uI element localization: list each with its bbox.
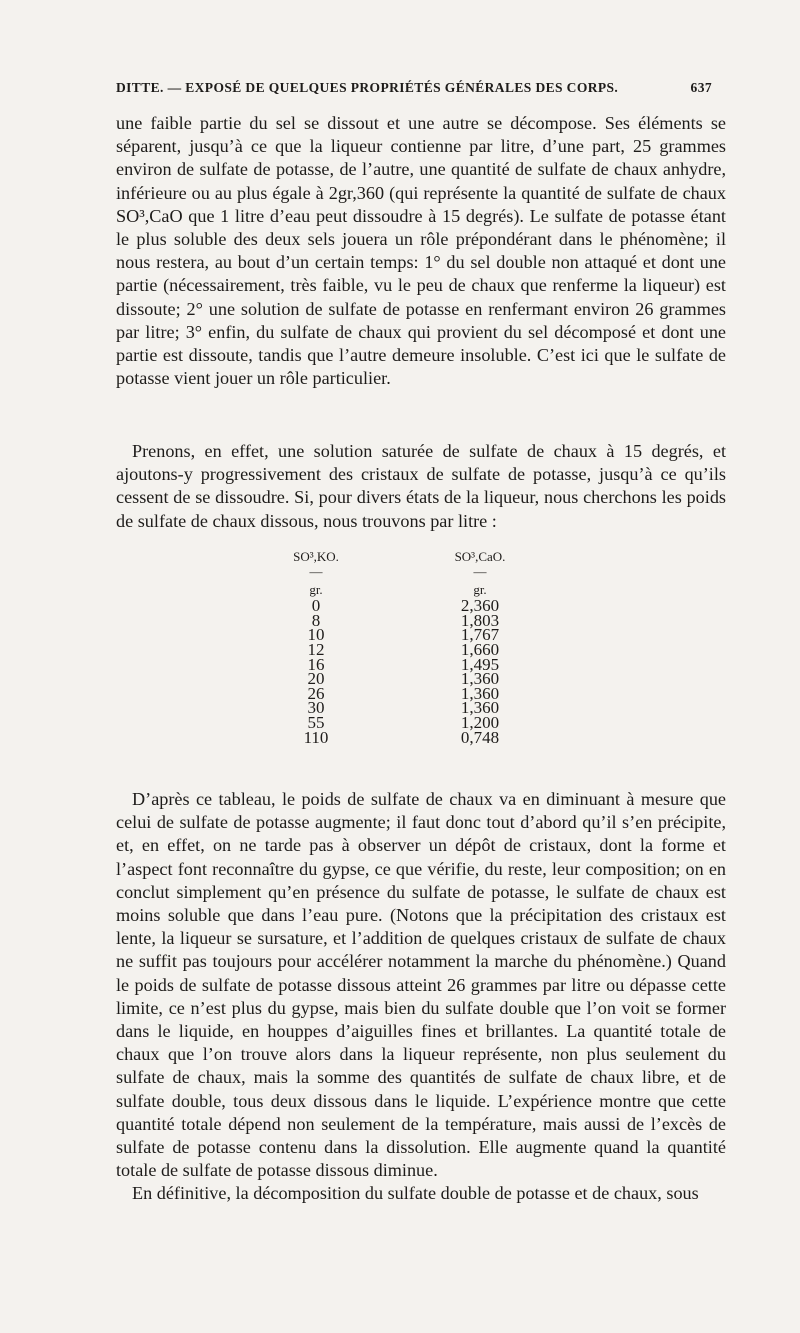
paragraph-3: D’après ce tableau, le poids de sulfate de chaux va en diminuant à mesure que celui de sulfate de potasse augmente; il faut donc tout d’abord qu’il s’en précipite, et, en effet, on ne tarde pas à observer un dépôt de cristaux, dont la forme et l’aspect font reconnaître du gypse, ce que vérifie, du reste, leur composition; on en conclut simplement qu’en présence du sulfate de potasse, le sulfate de chaux est moins soluble que dans l’eau pure. (Notons que la précipitation des cristaux est lente, la liqueur se sursature, et l’addition de quelques cristaux de sulfate de chaux ne suffit pas toujours pour accélérer notamment la marche du phénomène.) Quand le poids de sulfate de potasse dissous atteint 26 grammes par litre ou dépasse cette limite, ce n’est plus du gypse, mais bien du sulfate double que l’on voit se former dans le liquide, en houppes d’aiguilles fines et brillantes. La quantité totale de chaux que l’on trouve alors dans la liqueur représente, non plus seulement du sulfate de chaux, mais la somme des quantités de sulfate de chaux libre, et de sulfate double, tous deux dissous dans le liquide. L’expérience montre que cette quantité totale dépend non seulement de la température, mais aussi de l’excès de sulfate de potasse contenu dans la dissolution. Elle augmente quand la quantité totale de sulfate de potasse dissous diminue. (116, 789, 726, 1181)
paragraph-continuation (116, 112, 726, 390)
table-cell: 1,360 (460, 698, 500, 718)
running-title: DITTE. — EXPOSÉ DE QUELQUES PROPRIÉTÉS GÉNÉRALES DES CORPS. (116, 80, 619, 95)
table-cell: 12 (307, 639, 325, 659)
table-cell: 1,200 (460, 712, 500, 732)
paragraph-2: Prenons, en effet, une solution saturée de sulfate de chaux à 15 degrés, et ajoutons-y progressivement des cristaux de sulfate de potasse, jusqu’à ce qu’ils cessent de se dissoudre. Si, pour divers états de la liqueur, nous cherchons les poids de sulfate de chaux dissous, nous trouvons par litre : (116, 441, 726, 531)
lime-sulfate-header: SO³,CaO. (454, 549, 506, 564)
running-header (116, 80, 712, 96)
table-cell: 1,767 (460, 625, 500, 645)
table-cell: 1,660 (460, 639, 500, 659)
lime-sulfate-column (440, 550, 520, 745)
table-cell: 0 (311, 596, 321, 616)
table-cell: 110 (303, 727, 329, 747)
table-cell: 1,803 (460, 610, 500, 630)
paragraph-discussion (116, 788, 726, 1206)
table-cell: 30 (307, 698, 325, 718)
table-cell: 0,748 (460, 727, 500, 747)
table-cell: 20 (307, 669, 325, 689)
header-dash: — (473, 563, 487, 579)
table-cell: 2,360 (460, 596, 500, 616)
table-cell: 55 (307, 712, 325, 732)
table-cell: 8 (311, 610, 321, 630)
table-cell: 16 (307, 654, 325, 674)
unit-label: gr. (309, 581, 323, 597)
potash-sulfate-column (286, 550, 346, 745)
paragraph-1: une faible partie du sel se dissout et une autre se décompose. Ses éléments se séparent, jusqu’à ce que la liqueur contienne par litre, d’une part, 25 grammes environ de sulfate de potasse, de l’autre, une quantité de sulfate de chaux anhydre, inférieure ou au plus égale à 2gr,360 (qui représente la quantité de sulfate de chaux SO³,CaO que 1 litre d’eau peut dissoudre à 15 degrés). Le sulfate de potasse étant le plus soluble des deux sels jouera un rôle prépondérant dans le phénomène; il nous restera, au bout d’un certain temps: 1° du sel double non attaqué et dont une partie (nécessairement, très faible, vu le peu de chaux que renferme la liqueur) est dissoute; 2° une solution de sulfate de potasse en renfermant environ 26 grammes par litre; 3° enfin, du sulfate de chaux qui provient du sel décomposé et dont une partie est dissoute, tandis que l’autre demeure insoluble. C’est ici que le sulfate de potasse vient jouer un rôle particulier. (116, 113, 726, 389)
table-cell: 26 (307, 683, 325, 703)
paragraph-4: En définitive, la décomposition du sulfate double de potasse et de chaux, sous (132, 1183, 699, 1204)
unit-label: gr. (473, 581, 487, 597)
paragraph-experiment (116, 440, 726, 533)
potash-sulfate-header: SO³,KO. (293, 549, 339, 564)
table-cell: 1,360 (460, 669, 500, 689)
table-cell: 10 (307, 625, 325, 645)
header-dash: — (309, 563, 323, 579)
page-number: 637 (690, 80, 712, 95)
table-cell: 1,360 (460, 683, 500, 703)
table-cell: 1,495 (460, 654, 500, 674)
